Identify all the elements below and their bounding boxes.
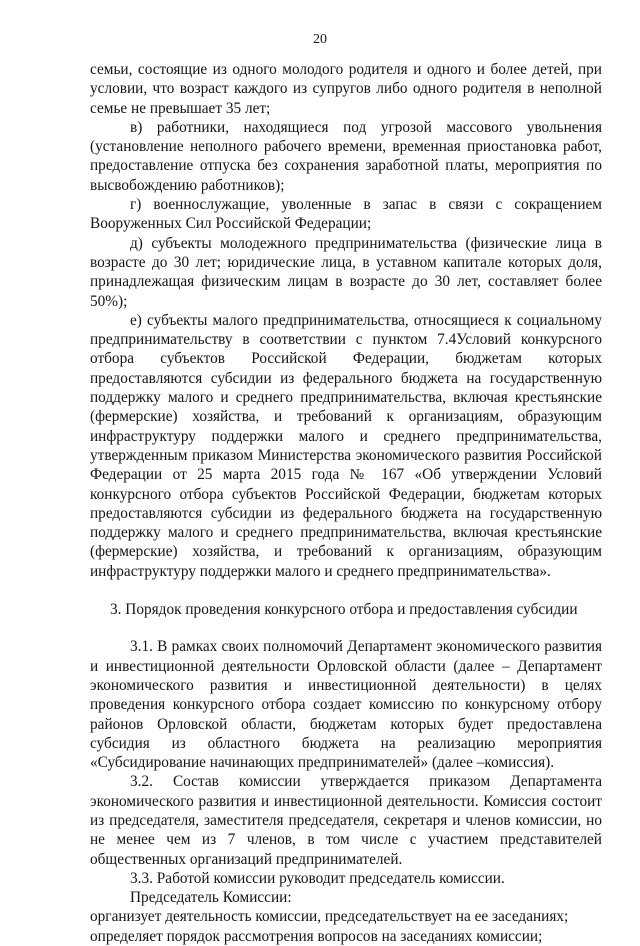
paragraph-chair-duty-procedure: определяет порядок рассмотрения вопросов на заседаниях комиссии; [90, 927, 543, 945]
document-body [90, 60, 602, 946]
page-number: 20 [313, 32, 327, 47]
paragraph-3-3-commission-chair: 3.3. Работой комиссии руководит председатель комиссии. [130, 869, 505, 887]
paragraph-3-1-commission-creation: 3.1. В рамках своих полномочий Департамент экономического развития и инвестиционной деятельности Орловской области (далее – Департамент экономического развития и инвестиционной деятельности) в целях проведения конкурсного отбора создает комиссию по конкурсному отбору районов Орловской области, бюджетам которых будет предоставлена субсидия из областного бюджета на реализацию мероприятия «Субсидирование начинающих предпринимателей» (далее –комиссия). [90, 638, 602, 772]
paragraph-chair-duty-organize: организует деятельность комиссии, председательствует на ее заседаниях; [90, 908, 569, 926]
paragraph-item-e-social-entrepreneurship: е) субъекты малого предпринимательства, относящиеся к социальному предпринимательству в соответствии с пунктом 7.4Условий конкурсного отбора субъектов Российской Федерации, бюджетам которых предоставляются субсидии из федерального бюджета на государственную поддержку малого и среднего предпринимательства, включая крестьянские (фермерские) хозяйства, и требований к организациям, образующим инфраструктуру поддержки малого и среднего предпринимательства, утвержденным приказом Министерства экономического развития Российской Федерации от 25 марта 2015 года № 167 «Об утверждении Условий конкурсного отбора субъектов Российской Федерации, бюджетам которых предоставляются субсидии из федерального бюджета на государственную поддержку малого и среднего предпринимательства, включая крестьянские (фермерские) хозяйства, и требований к организациям, образующим инфраструктуру поддержки малого и среднего предпринимательства». [90, 311, 602, 580]
paragraph-item-d-youth-entrepreneurship: д) субъекты молодежного предпринимательства (физические лица в возрасте до 30 лет; юридические лица, в уставном капитале которых доля, принадлежащая физическим лицам в возрасте до 30 лет, составляет более 50%); [90, 234, 602, 310]
section-heading: 3. Порядок проведения конкурсного отбора и предоставления субсидии [110, 601, 578, 619]
paragraph-item-g-servicemen: г) военнослужащие, уволенные в запас в связи с сокращением Вооруженных Сил Российской Федерации; [90, 196, 602, 233]
paragraph-item-v-workers: в) работники, находящиеся под угрозой массового увольнения (установление неполного рабочего времени, временная приостановка работ, предоставление отпуска без сохранения заработной платы, мероприятия по высвобождению работников); [90, 118, 602, 194]
paragraph-3-2-commission-composition: 3.2. Состав комиссии утверждается приказом Департамента экономического развития и инвестиционной деятельности. Комиссия состоит из председателя, заместителя председателя, секретаря и членов комиссии, но не менее чем из 7 членов, в том числе с участием представителей общественных организаций предпринимателей. [90, 773, 602, 868]
paragraph-chair-heading: Председатель Комиссии: [130, 889, 292, 907]
paragraph-family-condition: семьи, состоящие из одного молодого родителя и одного и более детей, при условии, что возраст каждого из супругов либо одного родителя в неполной семье не превышает 35 лет; [90, 61, 602, 117]
